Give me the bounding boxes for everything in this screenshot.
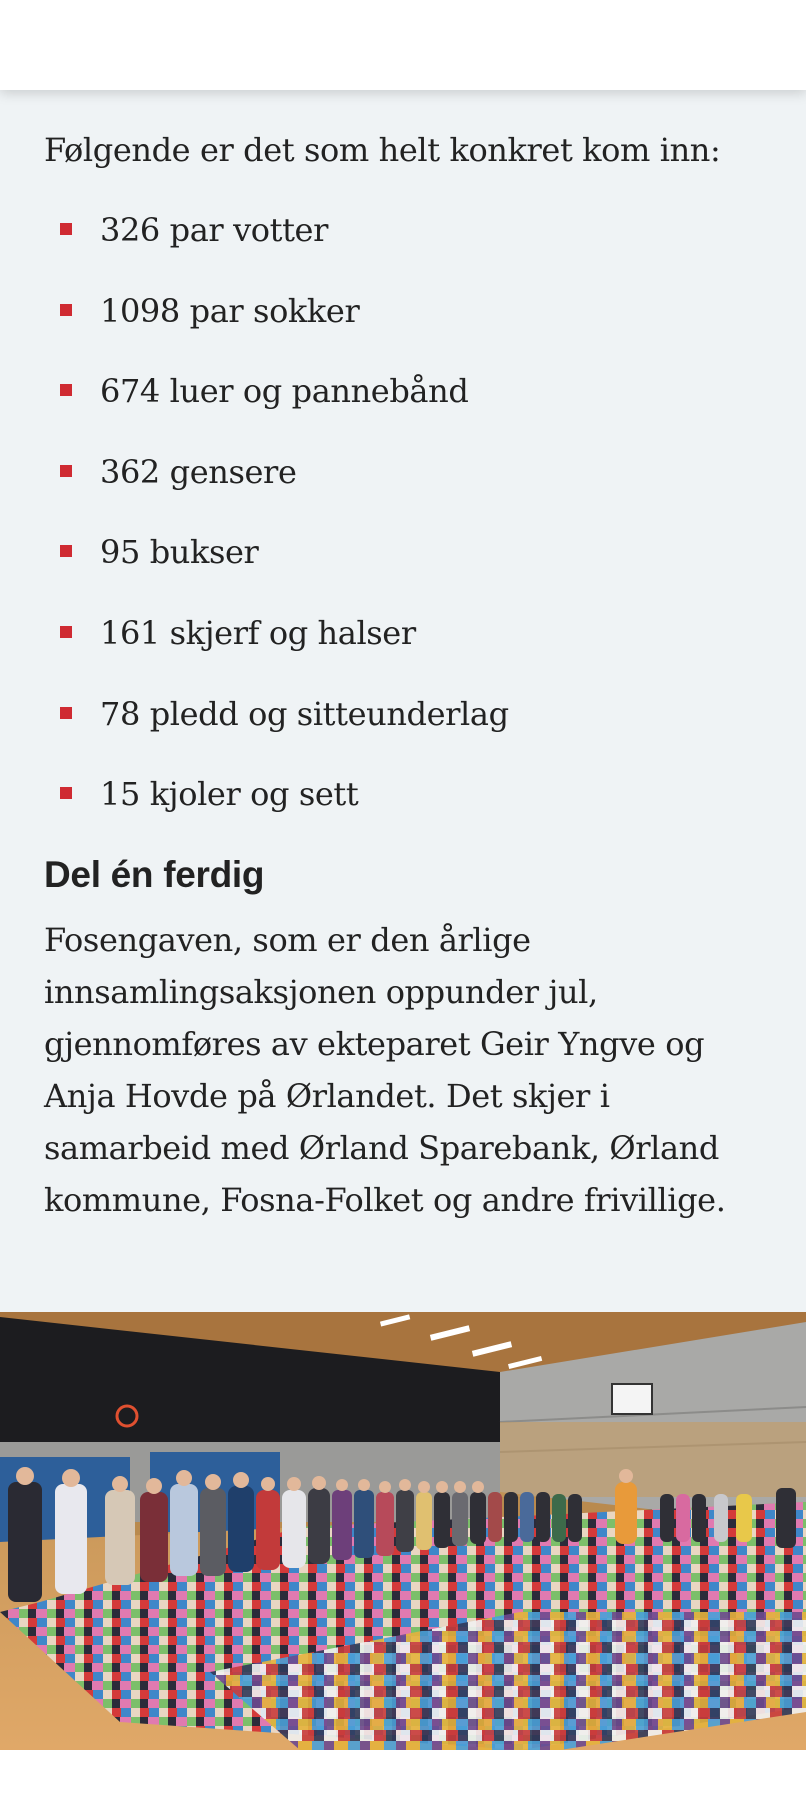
- list-item-label: 362 gensere: [100, 452, 297, 491]
- list-item: [0, 289, 806, 370]
- list-item-label: 95 bukser: [100, 533, 259, 572]
- top-header-bar: [0, 0, 806, 90]
- list-item: [0, 530, 806, 611]
- list-item: [0, 692, 806, 773]
- list-item-label: 78 pledd og sitteunderlag: [100, 694, 509, 733]
- list-item: [0, 611, 806, 692]
- photo-illustration: [0, 1312, 806, 1750]
- list-item-label: 1098 par sokker: [100, 291, 360, 330]
- list-item-label: 326 par votter: [100, 211, 328, 249]
- square-bullet-icon: [60, 626, 72, 638]
- square-bullet-icon: [60, 545, 72, 557]
- square-bullet-icon: [60, 787, 72, 799]
- list-item-label: 674 luer og pannebånd: [100, 372, 469, 411]
- square-bullet-icon: [60, 707, 72, 719]
- square-bullet-icon: [60, 384, 72, 396]
- paragraph-line: Fosengaven, som er den årlige: [44, 921, 531, 959]
- list-item: [0, 772, 806, 853]
- list-item-label: 161 skjerf og halser: [100, 613, 416, 652]
- list-intro-text: Følgende er det som helt konkret kom inn:: [44, 131, 721, 169]
- donation-list: [0, 208, 806, 853]
- list-item-label: 15 kjoler og sett: [100, 775, 359, 814]
- bottom-spacer: [0, 1750, 806, 1795]
- section-heading: Del én ferdig: [44, 854, 265, 895]
- gym-clothing-photo[interactable]: [0, 1312, 806, 1750]
- list-item: [0, 369, 806, 450]
- paragraph-line: gjennomføres av ekteparet Geir Yngve og: [44, 1025, 705, 1063]
- list-item: [0, 208, 806, 289]
- square-bullet-icon: [60, 223, 72, 235]
- square-bullet-icon: [60, 304, 72, 316]
- paragraph-line: kommune, Fosna-Folket og andre frivillige.: [44, 1181, 726, 1219]
- square-bullet-icon: [60, 465, 72, 477]
- list-item: [0, 450, 806, 531]
- article-paragraph: [44, 914, 784, 1226]
- paragraph-line: Anja Hovde på Ørlandet. Det skjer i: [44, 1077, 610, 1115]
- paragraph-line: innsamlingsaksjonen oppunder jul,: [44, 973, 598, 1011]
- paragraph-line: samarbeid med Ørland Sparebank, Ørland: [44, 1129, 719, 1167]
